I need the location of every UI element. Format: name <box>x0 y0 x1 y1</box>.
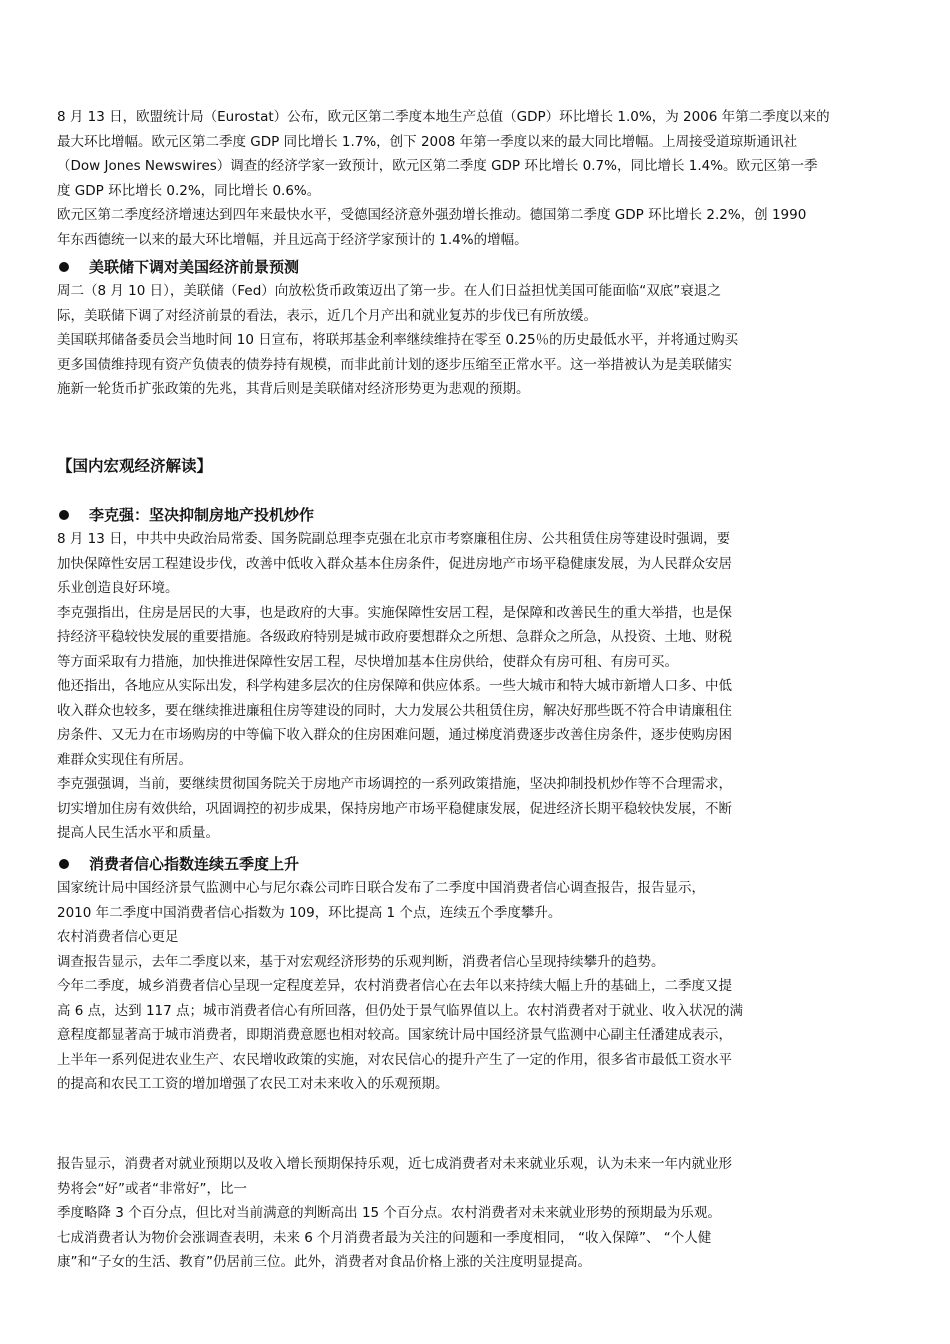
text-line: 欧元区第二季度经济增速达到四年来最快水平，受德国经济意外强劲增长推动。德国第二季度 GDP 环比增长 2.2%，创 1990 <box>57 207 807 223</box>
consumer-paragraph-7 <box>57 1226 897 1275</box>
consumer-paragraph-6 <box>57 1201 897 1226</box>
text-line: 报告显示，消费者对就业预期以及收入增长预期保持乐观，近七成消费者对未来就业乐观，认为未来一年内就业形 <box>57 1156 732 1172</box>
text-line: 的提高和农民工工资的增加增强了农民工对未来收入的乐观预期。 <box>57 1076 449 1092</box>
text-line: 李克强强调，当前，要继续贯彻国务院关于房地产市场调控的一系列政策措施，坚决抑制投机炒作等不合理需求， <box>57 776 732 792</box>
section-title: 【国内宏观经济解读】 <box>57 457 213 475</box>
text-line: 最大环比增幅。欧元区第二季度 GDP 同比增长 1.7%，创下 2008 年第一季度以来的最大同比增幅。上周接受道琼斯通讯社 <box>57 133 798 150</box>
text-line: （Dow Jones Newswires）调查的经济学家一致预计，欧元区第二季度 GDP 环比增长 0.7%，同比增长 1.4%。欧元区第一季 <box>57 158 818 174</box>
text-line: 农村消费者信心更足 <box>57 929 179 945</box>
housing-heading <box>57 503 897 527</box>
text-line: 周二（8 月 10 日），美联储（Fed）向放松货币政策迈出了第一步。在人们日益担忧美国可能面临“双底”衰退之 <box>57 283 721 299</box>
consumer-section-continued <box>57 1152 897 1275</box>
eu-gdp-paragraph-1 <box>57 105 897 203</box>
eu-gdp-section <box>57 105 897 252</box>
text-line: 年东西德统一以来的最大环比增幅，并且远高于经济学家预计的 1.4%的增幅。 <box>57 231 528 248</box>
text-line: 切实增加住房有效供给，巩固调控的初步成果，保持房地产市场平稳健康发展，促进经济长期平稳较快发展，不断 <box>57 800 732 817</box>
consumer-paragraph-1 <box>57 876 897 925</box>
text-line: 房条件、又无力在市场购房的中等偏下收入群众的住房困难问题，通过梯度消费逐步改善住房条件，逐步使购房困 <box>57 727 732 743</box>
housing-paragraph-1 <box>57 527 897 601</box>
domestic-section-title <box>57 454 897 478</box>
text-line: 加快保障性安居工程建设步伐，改善中低收入群众基本住房条件，促进房地产市场平稳健康发展，为人民群众安居 <box>57 555 732 572</box>
text-line: 美国联邦储备委员会当地时间 10 日宣布，将联邦基金利率继续维持在零至 0.25％的历史最低水平，并将通过购买 <box>57 332 739 348</box>
fed-paragraph-1 <box>57 279 897 328</box>
text-line: 康”和“子女的生活、教育”仍居前三位。此外，消费者对食品价格上涨的关注度明显提高。 <box>57 1254 591 1270</box>
text-line: 度 GDP 环比增长 0.2%，同比增长 0.6%。 <box>57 182 321 199</box>
consumer-paragraph-4 <box>57 974 897 1097</box>
text-line: 他还指出，各地应从实际出发，科学构建多层次的住房保障和供应体系。一些大城市和特大城市新增人口多、中低 <box>57 678 732 694</box>
text-line: 李克强指出，住房是居民的大事，也是政府的大事。实施保障性安居工程，是保障和改善民生的重大举措，也是保 <box>57 604 732 621</box>
text-line: 8 月 13 日，中共中央政治局常委、国务院副总理李克强在北京市考察廉租住房、公共租赁住房等建设时强调，要 <box>57 531 731 547</box>
housing-paragraph-4 <box>57 772 897 846</box>
housing-paragraph-2 <box>57 601 897 675</box>
text-line: 势将会“好”或者“非常好”，比一 <box>57 1180 247 1197</box>
fed-heading <box>57 255 897 279</box>
consumer-heading <box>57 852 897 876</box>
consumer-subheading <box>57 925 897 950</box>
text-line: 调查报告显示，去年二季度以来，基于对宏观经济形势的乐观判断，消费者信心呈现持续攀升的趋势。 <box>57 953 665 970</box>
text-line: 国家统计局中国经济景气监测中心与尼尔森公司昨日联合发布了二季度中国消费者信心调查报告，报告显示， <box>57 880 705 896</box>
fed-section <box>57 255 897 402</box>
consumer-paragraph-3 <box>57 950 897 975</box>
text-line: 提高人民生活水平和质量。 <box>57 825 219 841</box>
housing-section <box>57 503 897 846</box>
text-line: 更多国债维持现有资产负债表的债券持有规模，而非此前计划的逐步压缩至正常水平。这一举措被认为是美联储实 <box>57 356 732 373</box>
text-line: 8 月 13 日，欧盟统计局（Eurostat）公布，欧元区第二季度本地生产总值（GDP）环比增长 1.0%，为 2006 年第二季度以来的 <box>57 109 830 125</box>
text-line: 2010 年二季度中国消费者信心指数为 109，环比提高 1 个点，连续五个季度攀升。 <box>57 904 562 921</box>
text-line: 季度略降 3 个百分点，但比对当前满意的判断高出 15 个百分点。农村消费者对未来就业形势的预期最为乐观。 <box>57 1205 721 1221</box>
bullet-icon <box>59 510 69 520</box>
eu-gdp-paragraph-2 <box>57 203 897 252</box>
fed-heading-text: 美联储下调对美国经济前景预测 <box>89 258 300 276</box>
housing-heading-text: 李克强：坚决抑制房地产投机炒作 <box>89 506 315 524</box>
text-line: 意程度都显著高于城市消费者，即期消费意愿也相对较高。国家统计局中国经济景气监测中心副主任潘建成表示， <box>57 1027 732 1043</box>
consumer-paragraph-5 <box>57 1152 897 1201</box>
text-line: 今年二季度，城乡消费者信心呈现一定程度差异，农村消费者信心在去年以来持续大幅上升的基础上，二季度又提 <box>57 978 732 994</box>
text-line: 上半年一系列促进农业生产、农民增收政策的实施，对农民信心的提升产生了一定的作用，很多省市最低工资水平 <box>57 1051 732 1068</box>
text-line: 收入群众也较多，要在继续推进廉租住房等建设的同时，大力发展公共租赁住房，解决好那些既不符合申请廉租住 <box>57 702 732 719</box>
text-line: 高 6 点，达到 117 点；城市消费者信心有所回落，但仍处于景气临界值以上。农村消费者对于就业、收入状况的满 <box>57 1002 744 1019</box>
consumer-section <box>57 852 897 1097</box>
bullet-icon <box>59 262 69 272</box>
text-line: 持经济平稳较快发展的重要措施。各级政府特别是城市政府要想群众之所想、急群众之所急，从投资、土地、财税 <box>57 629 732 645</box>
consumer-heading-text: 消费者信心指数连续五季度上升 <box>89 855 300 873</box>
text-line: 乐业创造良好环境。 <box>57 580 179 596</box>
text-line: 难群众实现住有所居。 <box>57 751 192 768</box>
text-line: 七成消费者认为物价会涨调查表明，未来 6 个月消费者最为关注的问题和一季度相同， “收入保障”、 “个人健 <box>57 1229 712 1246</box>
text-line: 等方面采取有力措施，加快推进保障性安居工程，尽快增加基本住房供给，使群众有房可租、有房可买。 <box>57 653 678 670</box>
housing-paragraph-3 <box>57 674 897 772</box>
text-line: 施新一轮货币扩张政策的先兆，其背后则是美联储对经济形势更为悲观的预期。 <box>57 381 530 397</box>
bullet-icon <box>59 859 69 869</box>
text-line: 际，美联储下调了对经济前景的看法，表示，近几个月产出和就业复苏的步伐已有所放缓。 <box>57 307 597 324</box>
fed-paragraph-2 <box>57 328 897 402</box>
